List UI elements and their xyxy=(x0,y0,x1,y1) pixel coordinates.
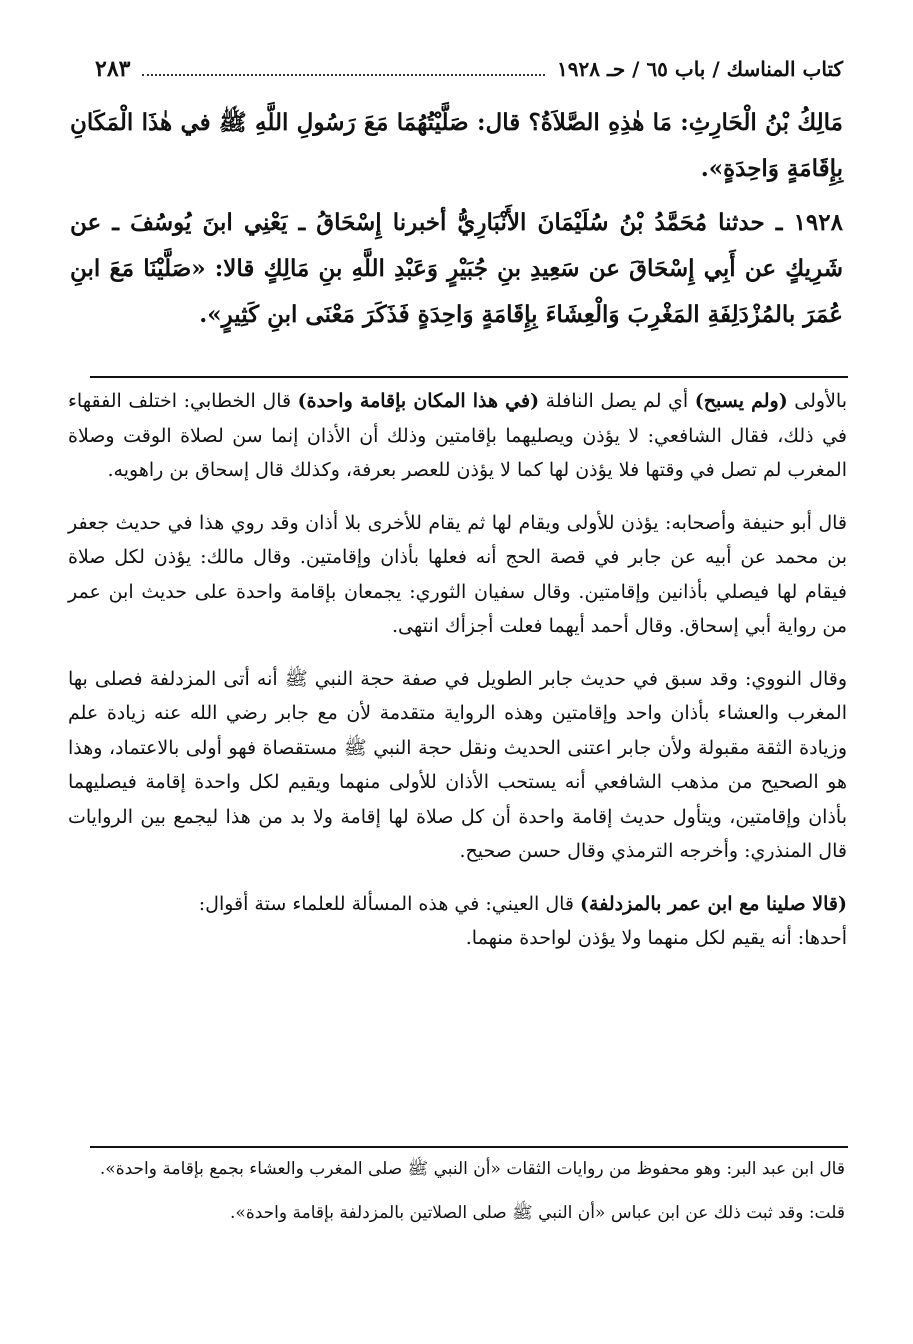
quoted-phrase: (في هذا المكان بإقامة واحدة) xyxy=(297,390,540,412)
commentary-paragraph-5: أحدها: أنه يقيم لكل منهما ولا يؤذن لواحدة منهما. xyxy=(465,927,847,949)
hadith-paragraph-2: ١٩٢٨ ـ حدثنا مُحَمَّدُ بْنُ سُلَيْمَانَ الأَنْبَارِيُّ أخبرنا إِسْحَاقُ ـ يَعْنِي ابنَ يُوسُفَ ـ عن شَرِيكٍ عن أَبِي إِسْحَاقَ عن سَعِيدِ بنِ جُبَيْرٍ وَعَبْدِ اللَّهِ بنِ مَالِكٍ قالا: «صَلَّيْنَا مَعَ ابنِ عُمَرَ بالمُزْدَلِفَةِ المَغْرِبَ وَالْعِشَاءَ بِإِقَامَةٍ وَاحِدَةٍ فَذَكَرَ مَعْنَى ابنِ كَثِيرٍ». xyxy=(70,209,843,328)
note-paragraph-1: قال ابن عبد البر: وهو محفوظ من روايات الثقات «أن النبي ﷺ صلى المغرب والعشاء بجمع بإقامة واحدة». xyxy=(99,1159,845,1179)
running-title: كتاب المناسك / باب ٦٥ / حـ ١٩٢٨ xyxy=(557,57,843,81)
hadith-paragraph-1: مَالِكُ بْنُ الْحَارِثِ: مَا هٰذِهِ الصَّلاَةُ؟ قال: صَلَّيْتُهُمَا مَعَ رَسُولِ اللَّهِ ﷺ في هٰذَا الْمَكَانِ بِإِقَامَةٍ وَاحِدَةٍ». xyxy=(70,109,843,182)
commentary-paragraph-4: (قالا صلينا مع ابن عمر بالمزدلفة) قال العيني: في هذه المسألة للعلماء ستة أقوال: xyxy=(198,892,847,915)
commentary-paragraph-3: وقال النووي: وقد سبق في حديث جابر الطويل في صفة حجة النبي ﷺ أنه أتى المزدلفة فصلى بها المغرب والعشاء بأذان واحد وإقامتين وهذه الرواية متقدمة لأن مع جابر رضي الله عنه زيادة علم وزيادة الثقة مقبولة ولأن جابر اعتنى الحديث ونقل حجة النبي ﷺ مستقصاة فهو أولى بالاعتماد، وهذا هو الصحيح من مذهب الشافعي أنه يستحب الأذان للأولى منهما ويقيم لكل واحدة إقامة فيصليهما بأذان وإقامتين، ويتأول حديث إقامة واحدة أن كل صلاة لها إقامة ولا بد من هذا ليجمع بين الروايات قال المنذري: وأخرجه الترمذي وقال حسن صحيح. xyxy=(68,667,847,862)
quoted-phrase: (قالا صلينا مع ابن عمر بالمزدلفة) xyxy=(580,892,847,915)
commentary-paragraph-1: بالأولى (ولم يسبح) أي لم يصل النافلة (في هذا المكان بإقامة واحدة) قال الخطابي: اختلف الفقهاء في ذلك، فقال الشافعي: لا يؤذن ويصليهما بإقامتين وذلك أن الأذان إنما سن لصلاة الوقت وصلاة المغرب لم تصل في وقتها فلا يؤذن لها كما لا يؤذن للعصر بعرفة، وكذلك قال إسحاق بن راهويه. xyxy=(68,390,848,481)
commentary-section xyxy=(68,384,847,974)
page-header xyxy=(95,52,843,86)
quoted-phrase: (ولم يسبح) xyxy=(694,390,788,412)
hadith-text xyxy=(70,100,843,346)
commentary-divider xyxy=(90,376,848,378)
commentary-paragraph-2: قال أبو حنيفة وأصحابه: يؤذن للأولى ويقام لها ثم يقام للأخرى بلا أذان وقد روي هذا في حديث جعفر بن محمد عن أبيه عن جابر في قصة الحج أنه فعلها بأذان وإقامتين. وقال مالك: يؤذن لكل صلاة فيقام لها فيصلي بأذانين وإقامتين. وقال سفيان الثوري: يجمعان بإقامة واحدة على حديث ابن عمر من رواية أبي إسحاق. وقال أحمد أيهما فعلت أجزأك انتهى. xyxy=(68,511,847,637)
notes-divider xyxy=(90,1146,848,1148)
notes-section xyxy=(78,1154,845,1242)
header-dot-leader xyxy=(142,62,545,76)
note-paragraph-2: قلت: وقد ثبت ذلك عن ابن عباس «أن النبي ﷺ صلى الصلاتين بالمزدلفة بإقامة واحدة». xyxy=(230,1203,845,1223)
page-number: ٢٨٣ xyxy=(95,56,131,82)
